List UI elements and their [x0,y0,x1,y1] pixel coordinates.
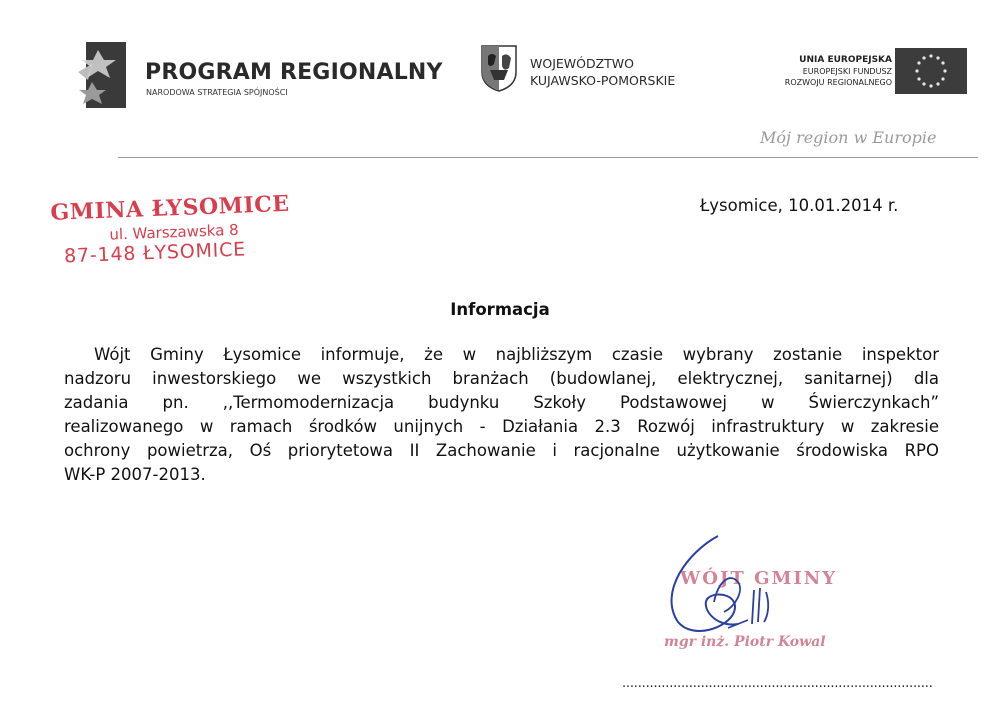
letter-date: Łysomice, 10.01.2014 r. [700,196,899,215]
voivodeship-name [530,55,675,89]
body-paragraph [64,343,939,487]
program-subtitle: NARODOWA STRATEGIA SPÓJNOŚCI [146,88,288,97]
body-line-2: nadzoru inwestorskiego we wszystkich branżach (budowlanej, elektrycznej, sanitarnej) dla [64,369,939,388]
body-line-6: WK-P 2007-2013. [64,465,206,484]
document-heading: Informacja [450,300,550,319]
body-line-1: Wójt Gminy Łysomice informuje, że w najbliższym czasie wybrany zostanie inspektor [94,345,939,364]
stamp-line3: 87-148 ŁYSOMICE [63,238,247,268]
handwritten-signature [648,532,808,642]
signature-stamp-name: mgr inż. Piotr Kowal [664,634,826,650]
stamp-line2: ul. Warszawska 8 [109,220,239,244]
eu-line2: EUROPEJSKI FUNDUSZ [802,67,892,76]
eu-title: UNIA EUROPEJSKA [799,55,892,65]
body-line-4: realizowanego w ramach środków unijnych - Działania 2.3 Rozwój infrastruktury w zakresie [64,417,939,436]
voivodeship-line1: WOJEWÓDZTWO [530,56,635,71]
program-title: PROGRAM REGIONALNY [145,60,443,85]
eu-line3: ROZWOJU REGIONALNEGO [784,78,892,87]
program-regionalny-logo [78,42,126,108]
voivodeship-line2: KUJAWSKO-POMORSKIE [530,73,676,88]
body-line-3: zadania pn. ,,Termomodernizacja budynku Szkoły Podstawowej w Świerczynkach” [64,393,939,412]
eu-flag-icon [895,48,967,94]
signature-stamp-title: WÓJT GMINY [680,568,838,589]
motto: Mój region w Europie [760,128,937,147]
coat-of-arms-icon [480,44,518,92]
body-line-5: ochrony powietrza, Oś priorytetowa II Zachowanie i racjonalne użytkowanie środowiska RPO [64,441,939,460]
signature-dotted-line: ............................................................................... [622,676,933,691]
header-divider [118,157,978,158]
stamp-line1: GMINA ŁYSOMICE [49,190,290,226]
eu-fund-text [732,55,892,88]
municipality-stamp [48,190,310,268]
